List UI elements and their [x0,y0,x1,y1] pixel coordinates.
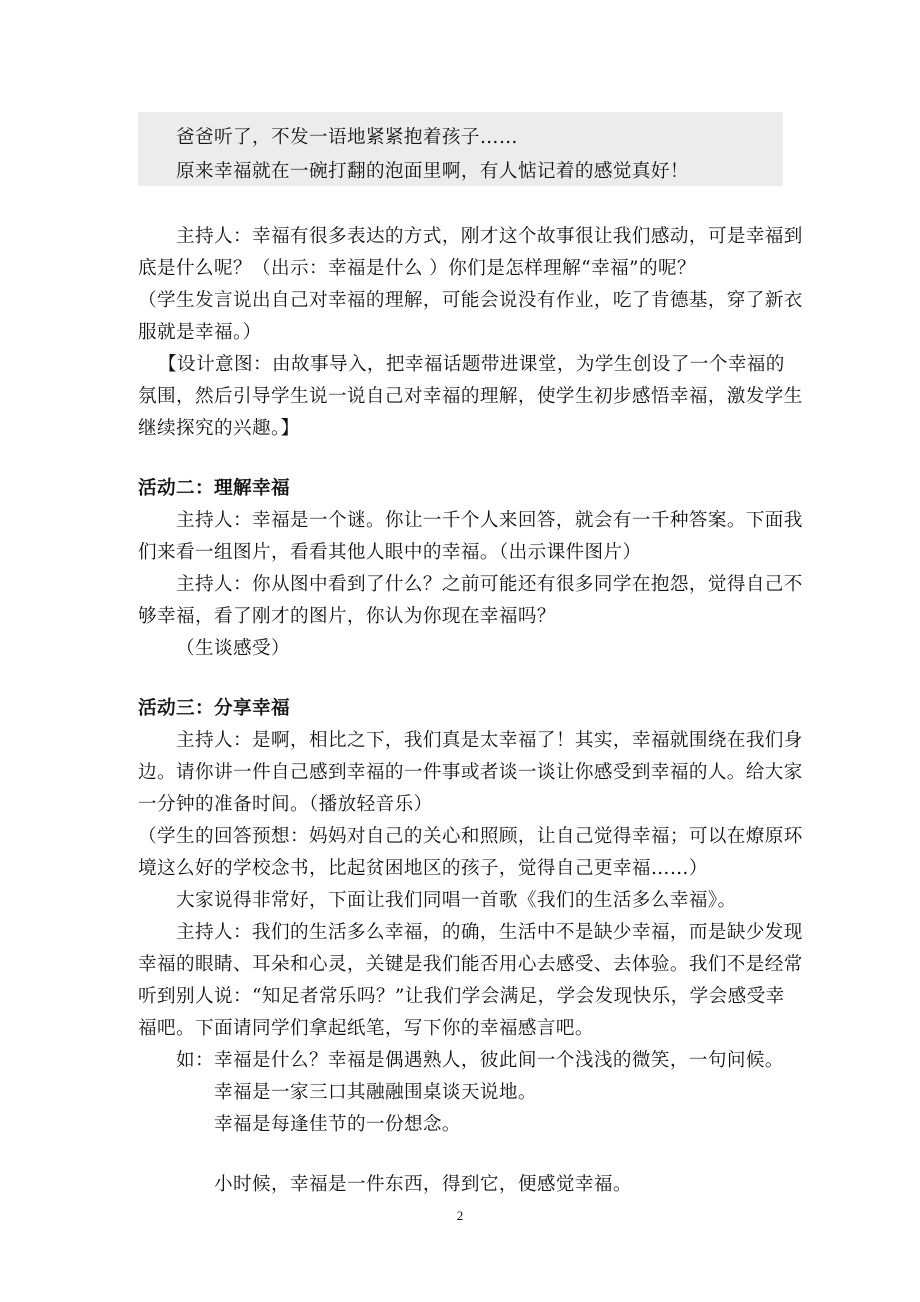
paragraph-line: 主持人：幸福有很多表达的方式，刚才这个故事很让我们感动，可是幸福到 [176,226,803,247]
example-line: 幸福是一家三口其融融围桌谈天说地。 [214,1082,537,1103]
paragraph-line: （学生的回答预想：妈妈对自己的关心和照顾，让自己觉得幸福；可以在燎原环 [138,826,803,847]
page-number: 2 [456,1208,464,1223]
paragraph-line: （生谈感受） [176,638,290,659]
story-line: 原来幸福就在一碗打翻的泡面里啊，有人惦记着的感觉真好！ [176,161,689,182]
design-intent-line: 氛围，然后引导学生说一说自己对幸福的理解，使学生初步感悟幸福，激发学生 [138,386,803,407]
paragraph-line: 主持人：幸福是一个谜。你让一千个人来回答，就会有一千种答案。下面我 [176,510,803,531]
paragraph-line: 底是什么呢？（出示：幸福是什么 ）你们是怎样理解“幸福”的呢？ [138,258,696,279]
paragraph-line: 服就是幸福。） [138,322,262,343]
paragraph-line: 主持人：是啊，相比之下，我们真是太幸福了！其实，幸福就围绕在我们身 [176,730,803,751]
paragraph-line: 主持人：我们的生活多么幸福，的确，生活中不是缺少幸福，而是缺少发现 [176,922,803,943]
story-line: 爸爸听了，不发一语地紧紧抱着孩子…… [176,127,518,148]
paragraph-line: 听到别人说：“知足者常乐吗？”让我们学会满足，学会发现快乐，学会感受幸 [138,986,785,1007]
example-line: 幸福是每逢佳节的一份想念。 [214,1114,461,1135]
paragraph-line: 境这么好的学校念书，比起贫困地区的孩子，觉得自己更幸福……） [138,858,708,879]
paragraph-line: 一分钟的准备时间。（播放轻音乐） [138,794,433,815]
paragraph-line: 够幸福，看了刚才的图片，你认为你现在幸福吗？ [138,606,556,627]
paragraph-line: 福吧。下面请同学们拿起纸笔，写下你的幸福感言吧。 [138,1018,594,1039]
paragraph-line: 们来看一组图片，看看其他人眼中的幸福。（出示课件图片） [138,542,642,563]
example-line: 如：幸福是什么？幸福是偶遇熟人，彼此间一个浅浅的微笑，一句问候。 [176,1050,784,1071]
example-line: 小时候，幸福是一件东西，得到它，便感觉幸福。 [214,1174,632,1195]
paragraph-line: 主持人：你从图中看到了什么？之前可能还有很多同学在抱怨，觉得自己不 [176,574,803,595]
paragraph-line: （学生发言说出自己对幸福的理解，可能会说没有作业，吃了肯德基，穿了新衣 [138,290,803,311]
design-intent-line: 继续探究的兴趣。】 [138,418,300,439]
paragraph-line: 边。请你讲一件自己感到幸福的一件事或者谈一谈让你感受到幸福的人。给大家 [138,762,803,783]
section-heading: 活动二：理解幸福 [138,478,290,499]
paragraph-line: 大家说得非常好，下面让我们同唱一首歌《我们的生活多么幸福》。 [176,890,737,911]
design-intent-line: 【设计意图：由故事导入，把幸福话题带进课堂，为学生创设了一个幸福的 [158,354,785,375]
paragraph-line: 幸福的眼睛、耳朵和心灵，关键是我们能否用心去感受、去体验。我们不是经常 [138,954,803,975]
section-heading: 活动三：分享幸福 [138,698,290,719]
